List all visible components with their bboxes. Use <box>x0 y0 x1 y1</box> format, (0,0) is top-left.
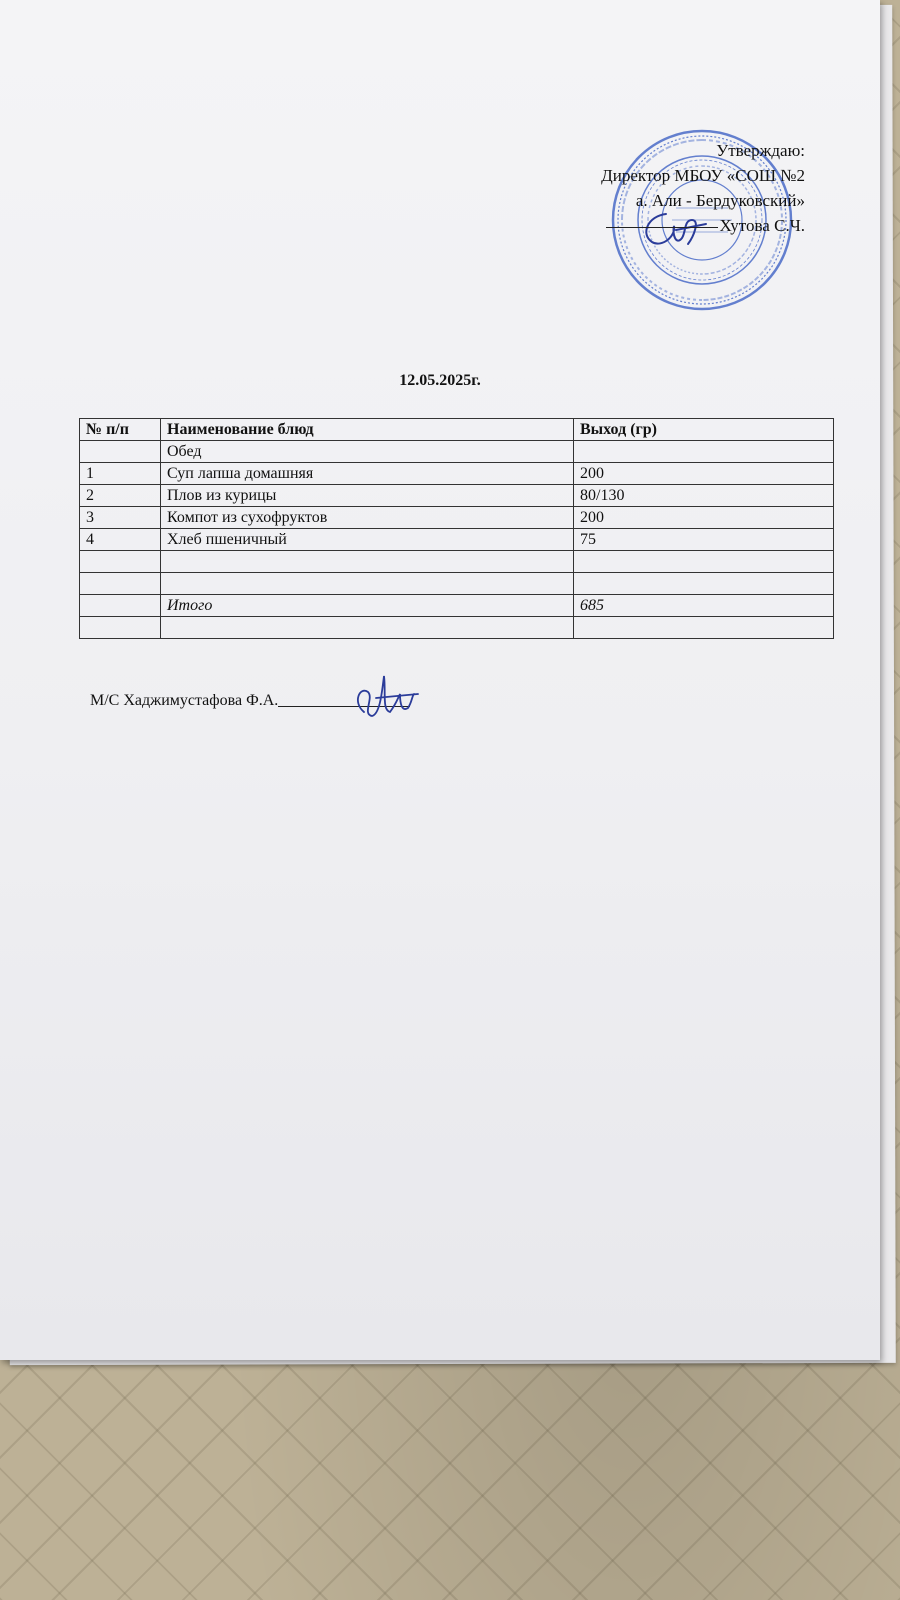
table-header-row <box>80 419 834 441</box>
total-row <box>80 595 834 617</box>
table-row <box>80 529 834 551</box>
row-number: 2 <box>80 485 161 507</box>
table-cell <box>80 573 161 595</box>
approval-school: а. Али - Бердуковский» <box>635 191 805 210</box>
table-cell <box>161 573 574 595</box>
table-row <box>80 485 834 507</box>
row-number: 3 <box>80 507 161 529</box>
signature-line <box>606 227 718 228</box>
section-label: Обед <box>161 441 574 463</box>
dish-name: Плов из курицы <box>161 485 574 507</box>
table-cell <box>574 617 834 639</box>
dish-name: Суп лапша домашняя <box>161 463 574 485</box>
dish-output: 200 <box>574 463 834 485</box>
table-cell <box>161 617 574 639</box>
row-number: 4 <box>80 529 161 551</box>
header-number: № п/п <box>80 419 161 441</box>
table-cell <box>80 595 161 617</box>
document-date: 12.05.2025г. <box>399 372 481 389</box>
menu-table <box>79 418 834 639</box>
total-value: 685 <box>574 595 834 617</box>
table-cell <box>574 573 834 595</box>
approval-name: Хутова С.Ч. <box>719 216 805 235</box>
dish-output: 200 <box>574 507 834 529</box>
table-cell <box>574 551 834 573</box>
table-row <box>80 463 834 485</box>
table-row <box>80 507 834 529</box>
dish-output: 80/130 <box>574 485 834 507</box>
section-row <box>80 441 834 463</box>
approval-signatory <box>505 213 805 238</box>
table-cell <box>161 551 574 573</box>
table-cell <box>80 617 161 639</box>
row-number: 1 <box>80 463 161 485</box>
approval-title: Утверждаю: <box>716 141 805 160</box>
nurse-name: М/С Хаджимустафова Ф.А. <box>90 692 279 709</box>
nurse-signature <box>346 672 426 722</box>
empty-row <box>80 551 834 573</box>
header-dish-name: Наименование блюд <box>161 419 574 441</box>
empty-row <box>80 617 834 639</box>
approval-position: Директор МБОУ «СОШ №2 <box>601 166 805 185</box>
table-cell <box>80 551 161 573</box>
table-cell <box>80 441 161 463</box>
empty-row <box>80 573 834 595</box>
table-cell <box>574 441 834 463</box>
header-output: Выход (гр) <box>574 419 834 441</box>
total-label: Итого <box>161 595 574 617</box>
dish-output: 75 <box>574 529 834 551</box>
dish-name: Хлеб пшеничный <box>161 529 574 551</box>
dish-name: Компот из сухофруктов <box>161 507 574 529</box>
approval-block <box>505 138 805 238</box>
